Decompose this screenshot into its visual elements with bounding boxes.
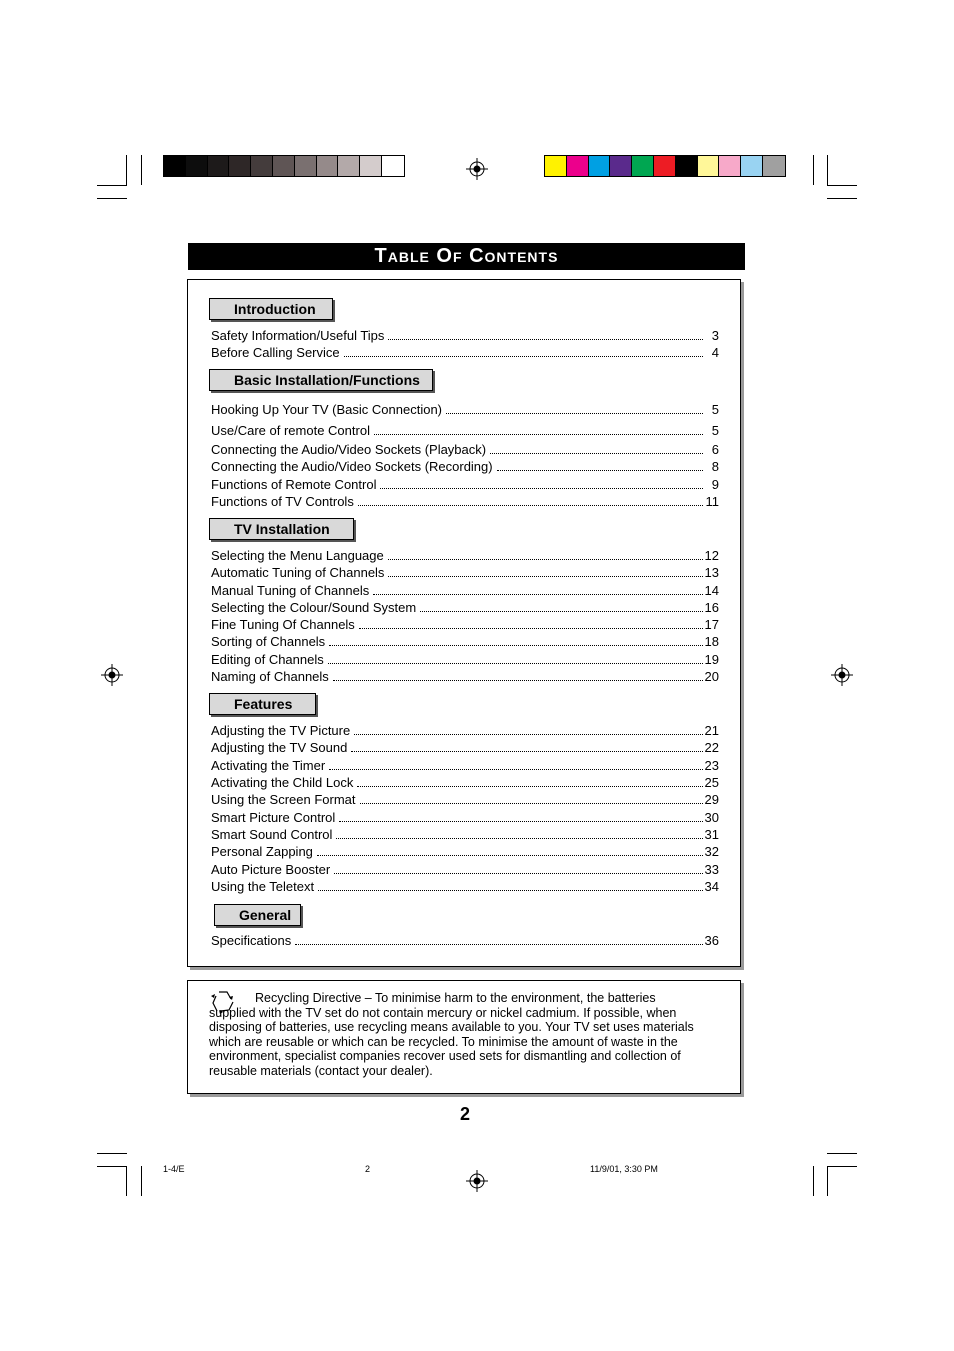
toc-entry[interactable]: Using the Screen Format 29 [211,792,719,807]
color-swatch [698,156,720,176]
toc-entry[interactable]: Adjusting the TV Picture 21 [211,723,719,738]
section-heading-general: General [214,904,301,926]
color-swatch [208,156,230,176]
registration-mark-icon [466,158,488,180]
toc-entry[interactable]: Automatic Tuning of Channels 13 [211,565,719,580]
color-swatch [295,156,317,176]
footer-timestamp: 11/9/01, 3:30 PM [590,1164,658,1174]
registration-mark-icon [101,664,123,686]
toc-entry[interactable]: Naming of Channels 20 [211,669,719,684]
color-swatch [164,156,186,176]
color-swatch [567,156,589,176]
toc-entry[interactable]: Editing of Channels 19 [211,652,719,667]
footer-file-code: 1-4/E [163,1164,185,1174]
color-swatch [360,156,382,176]
toc-entry[interactable]: Hooking Up Your TV (Basic Connection) 5 [211,402,719,417]
color-swatch [186,156,208,176]
section-heading-basic-installation: Basic Installation/Functions [209,369,433,391]
toc-entry[interactable]: Selecting the Menu Language 12 [211,548,719,563]
toc-entry[interactable]: Fine Tuning Of Channels 17 [211,617,719,632]
page-number: 2 [459,1104,470,1124]
registration-mark-icon [466,1170,488,1192]
toc-entry[interactable]: Manual Tuning of Channels 14 [211,583,719,598]
section-heading-features: Features [209,693,316,715]
section-heading-tv-installation: TV Installation [209,518,354,540]
toc-entry[interactable]: Before Calling Service 4 [211,345,719,360]
footer-page: 2 [365,1164,371,1174]
toc-entry[interactable]: Activating the Timer 23 [211,758,719,773]
toc-entry[interactable]: Connecting the Audio/Video Sockets (Recording) 8 [211,459,719,474]
toc-entry[interactable]: Functions of TV Controls 11 [211,494,719,509]
color-swatch [382,156,404,176]
toc-entry[interactable]: Functions of Remote Control 9 [211,477,719,492]
toc-entry[interactable]: Use/Care of remote Control 5 [211,423,719,438]
section-heading-introduction: Introduction [209,298,333,320]
color-swatch [229,156,251,176]
toc-entry[interactable]: Smart Sound Control 31 [211,827,719,842]
color-swatch [317,156,339,176]
toc-entry[interactable]: Personal Zapping 32 [211,844,719,859]
color-swatch [251,156,273,176]
recycling-text: Recycling Directive – To minimise harm to the environment, the batteries supplied with the TV set do not contain mercury or nickel cadmium. If possible, when disposing of batteries, use recycling means available to you. Your TV set uses materials which are reusable or which can be recycled. To minimise the amount of waste in the environment, specialist companies recover used sets for dismantling and collection of reusable materials (contact your dealer). [209,991,694,1078]
color-swatch [273,156,295,176]
toc-entry[interactable]: Specifications 36 [211,933,719,948]
color-swatch [610,156,632,176]
color-swatch [545,156,567,176]
toc-entry[interactable]: Connecting the Audio/Video Sockets (Playback) 6 [211,442,719,457]
toc-entry[interactable]: Selecting the Colour/Sound System 16 [211,600,719,615]
toc-entry[interactable]: Smart Picture Control 30 [211,810,719,825]
toc-entry[interactable]: Sorting of Channels 18 [211,634,719,649]
color-calibration-bar [544,155,786,177]
color-swatch [338,156,360,176]
grayscale-color-bar [163,155,405,177]
toc-entry[interactable]: Activating the Child Lock 25 [211,775,719,790]
toc-entry[interactable]: Adjusting the TV Sound 22 [211,740,719,755]
color-swatch [676,156,698,176]
color-swatch [632,156,654,176]
registration-mark-icon [831,664,853,686]
toc-entry[interactable]: Auto Picture Booster 33 [211,862,719,877]
color-swatch [763,156,785,176]
toc-entry[interactable]: Using the Teletext 34 [211,879,719,894]
page-title: Table Of Contents [188,243,745,270]
toc-entry[interactable]: Safety Information/Useful Tips 3 [211,328,719,343]
color-swatch [654,156,676,176]
color-swatch [719,156,741,176]
color-swatch [741,156,763,176]
recycling-notice [187,980,741,1094]
color-swatch [589,156,611,176]
